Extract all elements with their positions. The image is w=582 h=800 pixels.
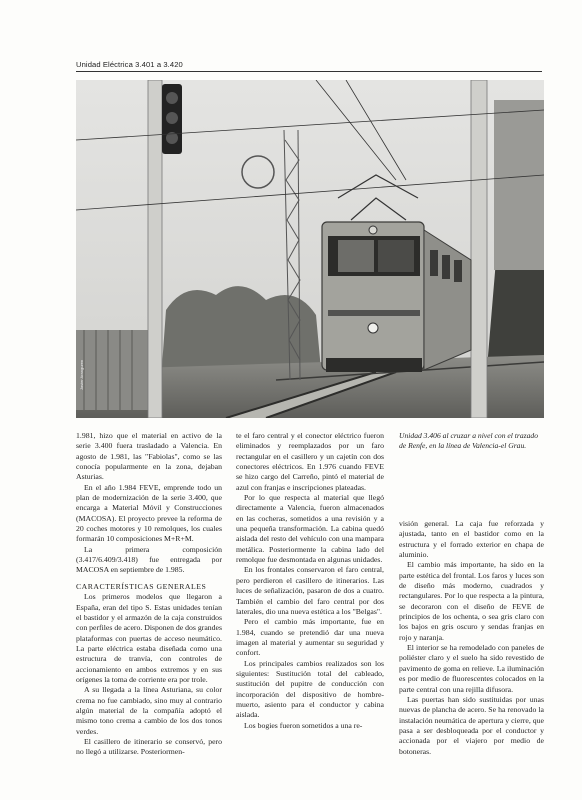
header-title: Unidad Eléctrica 3.401 a 3.420 xyxy=(76,60,183,69)
column-2 xyxy=(236,431,384,731)
paragraph: El interior se ha remodelado con paneles de poliéster claro y el suelo ha sido revestido de pavimento de goma en relieve. La iluminación es por medio de fluorescentes colocados en la parte central con una rejilla difusora. xyxy=(399,643,544,694)
paragraph: Las puertas han sido sustituidas por unas nuevas de plancha de acero. Se ha renovado la instalación neumática de apertura y cierre, que pasa a ser desbloqueada por el conductor y accionada por el viajero por medio de botoneras. xyxy=(399,694,544,756)
paragraph: Los bogies fueron sometidos a una re- xyxy=(244,720,363,730)
section-heading: CARACTERÍSTICAS GENERALES xyxy=(76,581,207,591)
paragraph: Los primeros modelos que llegaron a España, eran del tipo S. Estas unidades tenían el bastidor y el armazón de la caja construidos con perfiles de acero. Disponen de dos grandes plataformas con puertas de acceso neumático. La parte eléctrica estaba diseñada como una estructura de tranvía, con controles de accionamiento en ambos extremos y en sus orígenes la toma de corriente era por trole. xyxy=(76,592,222,684)
tram-photo-icon xyxy=(76,80,544,418)
tram-photo xyxy=(76,80,544,418)
paragraph: Los principales cambios realizados son los siguientes: Sustitución total del cableado, sustitución del pupitre de conducción con incorporación del dispositivo de hombre-muerto, asiento para el conductor y cabina aislada. xyxy=(236,658,384,720)
paragraph: te el faro central y el conector eléctrico fueron eliminados y reemplazados por un faro rectangular en el casillero y un cajetín con dos conectores eléctricos. En 1.976 cuando FEVE se hizo cargo del Carreño, pintó el material de azul con franjas e inscripciones plateadas. xyxy=(236,431,384,492)
paragraph: La primera composición (3.417/6.409/3.418) fue entregada por MACOSA en septiembre de 1.985. xyxy=(76,544,222,575)
paragraph: Pero el cambio más importante, fue en 1.984, cuando se pretendió dar una nueva imagen al material y aumentar su seguridad y confort. xyxy=(236,617,384,658)
paragraph: El cambio más importante, ha sido en la parte estética del frontal. Los faros y luces son de diseño más moderno, cuadrados y rectangulares. Por lo que respecta a la pintura, se decoraron con el diseño de FEVE de principios de los ochenta, o sea gris claro con los bajos en gris oscuro y sendas franjas en rojo y naranja. xyxy=(399,560,544,642)
column-3 xyxy=(399,519,544,757)
paragraph: Por lo que respecta al material que llegó directamente a Valencia, fueron almacenados en las cocheras, sometidos a una revisión y a una pequeña transformación. La cabina quedó aislada del resto del vehículo con una mampara metálica. Posteriormente la cabina lado del remolque fue desmontada en algunas unidades. xyxy=(236,493,384,565)
paragraph: En los frontales conservaron el faro central, pero perdieron el casillero de itinerarios. Las luces de señalización, pasaron de dos a cuatro. También el cambio del faro central por dos laterales, dio una nueva estética a los "Belgas". xyxy=(236,565,384,616)
paragraph: 1.981, hizo que el material en activo de la serie 3.400 fuera trasladado a Valencia. En agosto de 1.981, las "Fabiolas", como se las conocía popularmente en la zona, dejaban Asturias. xyxy=(76,431,222,482)
paragraph: visión general. La caja fue reforzada y ajustada, tanto en el bastidor como en la estructura y el forrado exterior en chapa de aluminio. xyxy=(399,519,544,560)
running-header xyxy=(76,60,542,72)
column-1 xyxy=(76,431,222,758)
paragraph: El casillero de itinerario se conservó, pero no llegó a utilizarse. Posteriormen- xyxy=(76,736,222,757)
photo-credit: Javier Aranguren xyxy=(79,359,84,390)
photo-caption: Unidad 3.406 al cruzar a nivel con el trazado de Renfe, en la línea de Valencia-el Grau. xyxy=(399,431,538,451)
paragraph: A su llegada a la línea Asturiana, su color crema no fue cambiado, sino muy al contrario algún material de la compañía adoptó el mismo tono crema a cambio de los dos tonos verdes. xyxy=(76,685,222,736)
paragraph: En el año 1.984 FEVE, emprende todo un plan de modernización de la serie 3.400, que encarga a Material Móvil y Construcciones (MACOSA). El proyecto prevee la reforma de 20 coches motores y 10 remolques, los cuales formarán 10 composiciones M+R+M. xyxy=(76,482,222,544)
